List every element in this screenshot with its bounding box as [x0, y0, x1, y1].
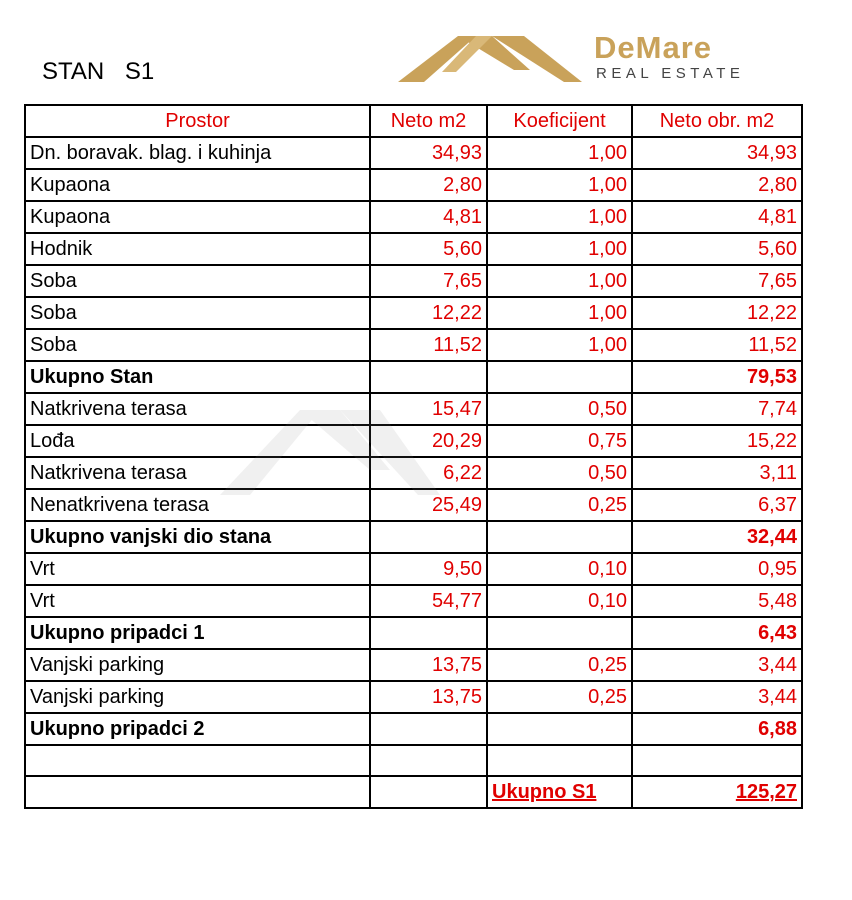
table-row [25, 649, 802, 681]
cell-koeficijent: 1,00 [487, 169, 632, 201]
table-row [25, 425, 802, 457]
cell-neto: 9,50 [370, 553, 487, 585]
cell-neto: 13,75 [370, 649, 487, 681]
cell-neto [370, 361, 487, 393]
subtotal-row [25, 617, 802, 649]
cell-neto: 15,47 [370, 393, 487, 425]
table-header-row [25, 105, 802, 137]
cell-neto [370, 745, 487, 776]
cell-prostor: Lođa [25, 425, 370, 457]
cell-koeficijent: 0,25 [487, 649, 632, 681]
header-neto-obr: Neto obr. m2 [632, 105, 802, 137]
cell-koeficijent: 1,00 [487, 201, 632, 233]
cell-koeficijent [487, 521, 632, 553]
logo-subtitle: REAL ESTATE [596, 65, 745, 82]
total-label: Ukupno S1 [487, 776, 632, 808]
cell-prostor: Hodnik [25, 233, 370, 265]
cell-prostor: Kupaona [25, 169, 370, 201]
cell-neto-obr: 3,44 [632, 681, 802, 713]
cell-empty [370, 776, 487, 808]
table-row [25, 393, 802, 425]
cell-neto [370, 521, 487, 553]
table-row [25, 553, 802, 585]
area-table [24, 104, 803, 809]
cell-koeficijent: 0,50 [487, 457, 632, 489]
cell-neto-obr: 7,65 [632, 265, 802, 297]
cell-neto-obr: 3,44 [632, 649, 802, 681]
company-logo [396, 26, 786, 88]
cell-koeficijent: 1,00 [487, 297, 632, 329]
cell-neto: 11,52 [370, 329, 487, 361]
roof-logo-icon [396, 26, 591, 88]
cell-neto-obr: 2,80 [632, 169, 802, 201]
cell-koeficijent: 0,25 [487, 681, 632, 713]
table-row [25, 489, 802, 521]
cell-prostor: Ukupno Stan [25, 361, 370, 393]
header-neto: Neto m2 [370, 105, 487, 137]
table-row [25, 329, 802, 361]
cell-prostor: Natkrivena terasa [25, 393, 370, 425]
cell-koeficijent: 0,10 [487, 553, 632, 585]
grand-total-row [25, 776, 802, 808]
table-row [25, 457, 802, 489]
header-koeficijent: Koeficijent [487, 105, 632, 137]
table-row [25, 745, 802, 776]
table-row [25, 681, 802, 713]
cell-neto: 12,22 [370, 297, 487, 329]
cell-koeficijent: 0,10 [487, 585, 632, 617]
cell-koeficijent [487, 361, 632, 393]
cell-prostor: Natkrivena terasa [25, 457, 370, 489]
cell-neto-obr [632, 745, 802, 776]
cell-neto: 25,49 [370, 489, 487, 521]
table-row [25, 201, 802, 233]
cell-neto-obr: 4,81 [632, 201, 802, 233]
cell-prostor [25, 745, 370, 776]
cell-neto: 5,60 [370, 233, 487, 265]
page-title: STAN S1 [42, 58, 155, 85]
table-row [25, 137, 802, 169]
table-row [25, 585, 802, 617]
cell-prostor: Soba [25, 297, 370, 329]
cell-neto-obr: 32,44 [632, 521, 802, 553]
header-prostor: Prostor [25, 105, 370, 137]
logo-name: DeMare [594, 30, 712, 65]
table-row [25, 169, 802, 201]
cell-koeficijent: 0,50 [487, 393, 632, 425]
cell-koeficijent: 1,00 [487, 137, 632, 169]
cell-prostor: Ukupno vanjski dio stana [25, 521, 370, 553]
cell-neto: 54,77 [370, 585, 487, 617]
cell-prostor: Vrt [25, 585, 370, 617]
cell-neto-obr: 6,88 [632, 713, 802, 745]
cell-neto-obr: 3,11 [632, 457, 802, 489]
cell-prostor: Soba [25, 329, 370, 361]
subtotal-row [25, 521, 802, 553]
cell-koeficijent: 0,25 [487, 489, 632, 521]
subtotal-row [25, 361, 802, 393]
cell-prostor: Ukupno pripadci 1 [25, 617, 370, 649]
cell-neto-obr: 7,74 [632, 393, 802, 425]
cell-prostor: Vanjski parking [25, 649, 370, 681]
cell-koeficijent: 1,00 [487, 329, 632, 361]
cell-prostor: Dn. boravak. blag. i kuhinja [25, 137, 370, 169]
cell-koeficijent [487, 617, 632, 649]
cell-neto: 6,22 [370, 457, 487, 489]
cell-neto-obr: 6,37 [632, 489, 802, 521]
cell-neto-obr: 0,95 [632, 553, 802, 585]
cell-neto: 4,81 [370, 201, 487, 233]
cell-prostor: Ukupno pripadci 2 [25, 713, 370, 745]
cell-neto-obr: 11,52 [632, 329, 802, 361]
cell-neto: 2,80 [370, 169, 487, 201]
cell-koeficijent: 0,75 [487, 425, 632, 457]
cell-neto: 20,29 [370, 425, 487, 457]
cell-neto-obr: 6,43 [632, 617, 802, 649]
cell-neto-obr: 12,22 [632, 297, 802, 329]
cell-neto-obr: 5,48 [632, 585, 802, 617]
table-row [25, 297, 802, 329]
cell-prostor: Soba [25, 265, 370, 297]
cell-neto-obr: 34,93 [632, 137, 802, 169]
table-row [25, 265, 802, 297]
cell-koeficijent [487, 713, 632, 745]
cell-prostor: Nenatkrivena terasa [25, 489, 370, 521]
table-row [25, 233, 802, 265]
cell-neto-obr: 5,60 [632, 233, 802, 265]
cell-neto-obr: 79,53 [632, 361, 802, 393]
total-value: 125,27 [632, 776, 802, 808]
cell-koeficijent [487, 745, 632, 776]
cell-neto: 13,75 [370, 681, 487, 713]
cell-neto: 34,93 [370, 137, 487, 169]
cell-empty [25, 776, 370, 808]
cell-neto [370, 617, 487, 649]
cell-prostor: Kupaona [25, 201, 370, 233]
cell-koeficijent: 1,00 [487, 265, 632, 297]
cell-neto [370, 713, 487, 745]
cell-neto: 7,65 [370, 265, 487, 297]
cell-prostor: Vrt [25, 553, 370, 585]
cell-koeficijent: 1,00 [487, 233, 632, 265]
subtotal-row [25, 713, 802, 745]
cell-neto-obr: 15,22 [632, 425, 802, 457]
cell-prostor: Vanjski parking [25, 681, 370, 713]
